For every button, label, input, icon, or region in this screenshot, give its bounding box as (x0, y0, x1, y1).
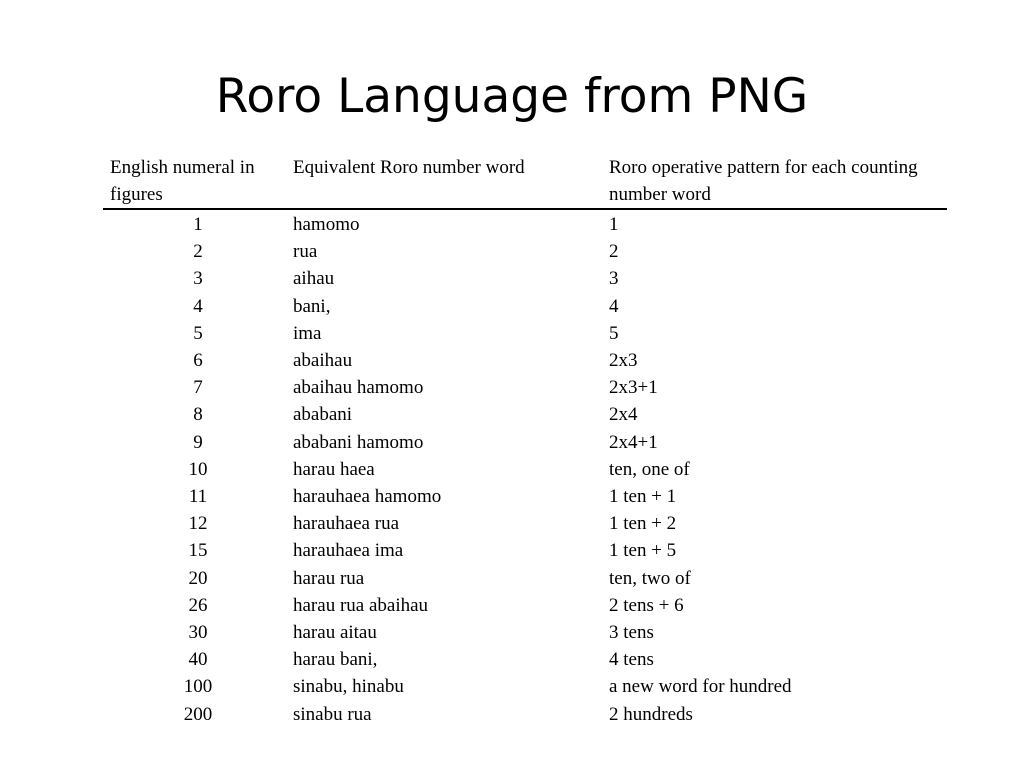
cell-operative-pattern: ten, two of (609, 567, 691, 589)
table-row (103, 592, 947, 619)
table-row (103, 537, 947, 564)
cell-operative-pattern: 2 hundreds (609, 703, 693, 725)
cell-roro-word: harauhaea rua (293, 513, 400, 535)
cell-operative-pattern: 1 ten + 5 (609, 540, 677, 562)
cell-operative-pattern: 2x3 (609, 350, 638, 372)
cell-roro-word: harau aitau (293, 622, 377, 644)
numeral-table (103, 154, 947, 728)
table-row (103, 429, 947, 456)
cell-roro-word: abaihau hamomo (293, 377, 424, 399)
cell-operative-pattern: 1 ten + 2 (609, 513, 677, 535)
cell-english-numeral: 9 (193, 431, 203, 453)
cell-operative-pattern: 2 (609, 241, 619, 263)
cell-english-numeral: 200 (183, 703, 213, 725)
header-row (103, 154, 947, 209)
cell-roro-word: aihau (293, 268, 335, 290)
cell-english-numeral: 3 (193, 268, 203, 290)
cell-operative-pattern: 5 (609, 322, 619, 344)
table-row (103, 619, 947, 646)
cell-roro-word: harauhaea hamomo (293, 486, 442, 508)
cell-english-numeral: 2 (193, 241, 203, 263)
cell-operative-pattern: 3 tens (609, 622, 654, 644)
cell-operative-pattern: 3 (609, 268, 619, 290)
cell-roro-word: sinabu, hinabu (293, 676, 404, 698)
table-row (103, 673, 947, 700)
numeral-table-container (103, 154, 947, 728)
table-row (103, 209, 947, 238)
cell-roro-word: ima (293, 322, 322, 344)
table-row (103, 483, 947, 510)
cell-operative-pattern: 1 ten + 1 (609, 486, 677, 508)
cell-english-numeral: 26 (188, 594, 208, 616)
cell-operative-pattern: a new word for hundred (609, 676, 792, 698)
cell-english-numeral: 100 (183, 676, 213, 698)
cell-operative-pattern: 2x4+1 (609, 431, 658, 453)
cell-operative-pattern: 1 (609, 214, 619, 235)
table-row (103, 265, 947, 292)
table-row (103, 293, 947, 320)
cell-roro-word: harau bani, (293, 649, 378, 671)
cell-roro-word: harau rua (293, 567, 365, 589)
cell-roro-word: harau rua abaihau (293, 594, 429, 616)
cell-roro-word: harau haea (293, 458, 375, 480)
table-row (103, 238, 947, 265)
table-row (103, 320, 947, 347)
slide-title: Roro Language from PNG (215, 69, 809, 124)
cell-operative-pattern: 4 (609, 295, 619, 317)
cell-english-numeral: 10 (188, 458, 208, 480)
table-row (103, 701, 947, 728)
cell-english-numeral: 11 (188, 486, 208, 508)
cell-english-numeral: 15 (188, 540, 208, 562)
cell-english-numeral: 7 (193, 377, 203, 399)
cell-roro-word: sinabu rua (293, 703, 372, 725)
cell-english-numeral: 12 (188, 513, 208, 535)
cell-roro-word: ababani (293, 404, 353, 426)
cell-english-numeral: 5 (193, 322, 203, 344)
cell-english-numeral: 6 (193, 350, 203, 372)
cell-operative-pattern: 2x4 (609, 404, 638, 426)
cell-operative-pattern: 2x3+1 (609, 377, 658, 399)
cell-english-numeral: 40 (188, 649, 208, 671)
header-roro-word: Equivalent Roro number word (293, 154, 609, 209)
table-body (103, 209, 947, 728)
cell-roro-word: harauhaea ima (293, 540, 404, 562)
cell-roro-word: abaihau (293, 350, 353, 372)
cell-roro-word: rua (293, 241, 318, 263)
table-row (103, 456, 947, 483)
table-row (103, 646, 947, 673)
cell-operative-pattern: 4 tens (609, 649, 654, 671)
cell-roro-word: bani, (293, 295, 331, 317)
cell-english-numeral: 20 (188, 567, 208, 589)
cell-english-numeral: 1 (193, 214, 203, 235)
table-header (103, 154, 947, 209)
table-row (103, 374, 947, 401)
header-english-numeral: English numeral in figures (103, 154, 293, 209)
cell-english-numeral: 4 (193, 295, 203, 317)
cell-english-numeral: 8 (193, 404, 203, 426)
table-row (103, 510, 947, 537)
cell-english-numeral: 30 (188, 622, 208, 644)
cell-operative-pattern: 2 tens + 6 (609, 594, 684, 616)
header-operative-pattern: Roro operative pattern for each counting number word (609, 154, 947, 209)
cell-roro-word: ababani hamomo (293, 431, 424, 453)
cell-roro-word: hamomo (293, 214, 360, 235)
table-row (103, 565, 947, 592)
table-row (103, 401, 947, 428)
table-row (103, 347, 947, 374)
cell-operative-pattern: ten, one of (609, 458, 690, 480)
